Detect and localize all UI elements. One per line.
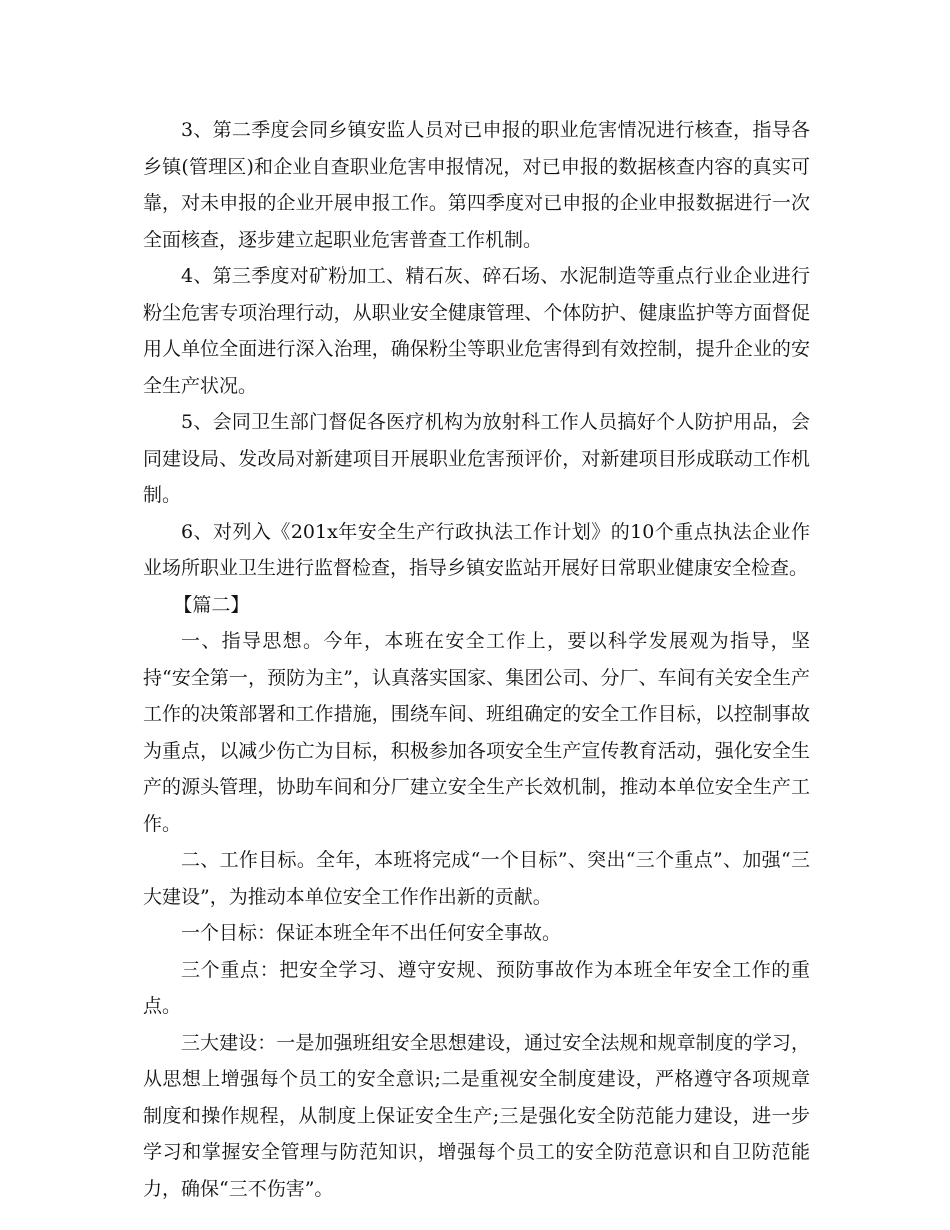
paragraph-item-3: 3、第二季度会同乡镇安监人员对已申报的职业危害情况进行核查，指导各乡镇(管理区)和企业自查职业危害申报情况，对已申报的数据核查内容的真实可靠，对未申报的企业开展申报工作。第四季度对已申报的企业申报数据进行一次全面核查，逐步建立起职业危害普查工作机制。 xyxy=(143,119,810,251)
paragraph-three-constructions: 三大建设：一是加强班组安全思想建设，通过安全法规和规章制度的学习，从思想上增强每个员工的安全意识;二是重视安全制度建设，严格遵守各项规章制度和操作规程，从制度上保证安全生产;三是强化安全防范能力建设，进一步学习和掌握安全管理与防范知识，增强每个员工的安全防范意识和自卫防范能力，确保“三不伤害”。 xyxy=(143,1031,810,1200)
paragraph-item-5: 5、会同卫生部门督促各医疗机构为放射科工作人员搞好个人防护用品，会同建设局、发改局对新建项目开展职业危害预评价，对新建项目形成联动工作机制。 xyxy=(143,411,810,506)
paragraph-work-goals: 二、工作目标。全年，本班将完成“一个目标”、突出“三个重点”、加强“三大建设”，为推动本单位安全工作作出新的贡献。 xyxy=(143,849,810,908)
paragraph-guiding-ideology: 一、指导思想。今年，本班在安全工作上，要以科学发展观为指导，坚持“安全第一，预防为主”，认真落实国家、集团公司、分厂、车间有关安全生产工作的决策部署和工作措施，围绕车间、班组确定的安全工作目标，以控制事故为重点，以减少伤亡为目标，积极参加各项安全生产宣传教育活动，强化安全生产的源头管理，协助车间和分厂建立安全生产长效机制，推动本单位安全生产工作。 xyxy=(143,630,810,835)
paragraph-item-6: 6、对列入《201x年安全生产行政执法工作计划》的10个重点执法企业作业场所职业卫生进行监督检查，指导乡镇安监站开展好日常职业健康安全检查。 xyxy=(143,520,810,579)
paragraph-item-4: 4、第三季度对矿粉加工、精石灰、碎石场、水泥制造等重点行业企业进行粉尘危害专项治理行动，从职业安全健康管理、个体防护、健康监护等方面督促用人单位全面进行深入治理，确保粉尘等职业危害得到有效控制，提升企业的安全生产状况。 xyxy=(143,265,810,397)
section-heading: 【篇二】 xyxy=(173,593,250,616)
paragraph-one-goal: 一个目标：保证本班全年不出任何安全事故。 xyxy=(181,922,562,944)
paragraph-three-priorities: 三个重点：把安全学习、遵守安规、预防事故作为本班全年安全工作的重点。 xyxy=(143,958,810,1017)
document-body xyxy=(143,112,810,1207)
